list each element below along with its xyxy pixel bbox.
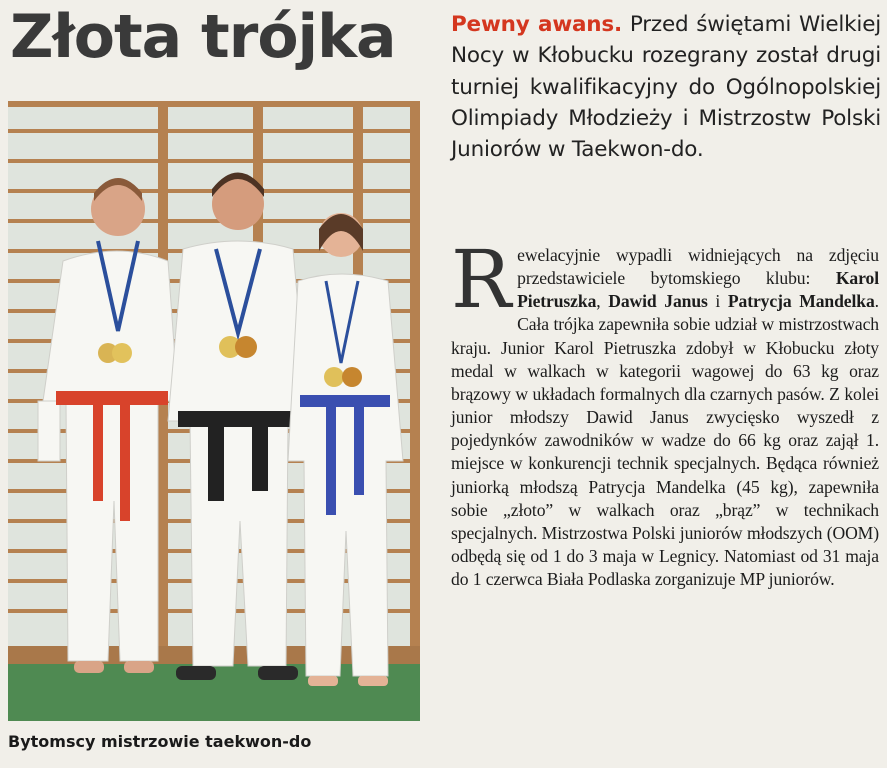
body-intro: ewelacyjnie wypadli widniejących na zdjęciu przedstawiciele bytomskiego klubu: (517, 245, 879, 289)
article-photo (8, 101, 420, 721)
body-continuation: . Cała trójka zapewniła sobie udział w mistrzostwach kraju. Junior Karol Pietruszka zdobył w Kłobucku złoty medal w walkach w kategorii wagowej do 63 kg oraz brązowy w układach formalnych dla czarnych pasów. Z kolei junior młodszy Dawid Janus zwycięsko wyszedł z pojedynków zawodników w wadze do 66 kg oraz zajął 1. miejsce w konkurencji technik specjalnych. Będąca również juniorką młodszą Patrycja Mandelka (45 kg), zapewniła sobie „złoto” w walkach oraz „brąz” w technikach specjalnych. Mistrzostwa Polski juniorów młodszych (OOM) odbędą się od 1 do 3 maja w Legnicy. Natomiast od 31 maja do 1 czerwca Biała Podlaska zorganizuje MP juniorów. (451, 291, 879, 590)
article-body (451, 233, 879, 591)
photo-caption: Bytomscy mistrzowie taekwon-do (8, 732, 312, 751)
name-separator: i (707, 291, 728, 312)
name-separator: , (596, 291, 609, 312)
athlete-name-3: Patrycja Mandelka (727, 291, 875, 312)
dropcap: R (451, 233, 512, 326)
lead-kicker: Pewny awans. (451, 12, 622, 37)
athlete-name-2: Dawid Janus (608, 291, 708, 312)
article-lead (451, 9, 881, 165)
headline: Złota trójka (10, 2, 396, 72)
lead-text: Przed świętami Wielkiej Nocy w Kłobucku rozegrany został drugi turniej kwalifikacyjny do Ogólnopolskiej Olimpiady Młodzieży i Mistrzostw Polski Juniorów w Taekwon-do. (451, 12, 881, 163)
athlete-name-1: Karol Pietruszka (517, 268, 879, 312)
